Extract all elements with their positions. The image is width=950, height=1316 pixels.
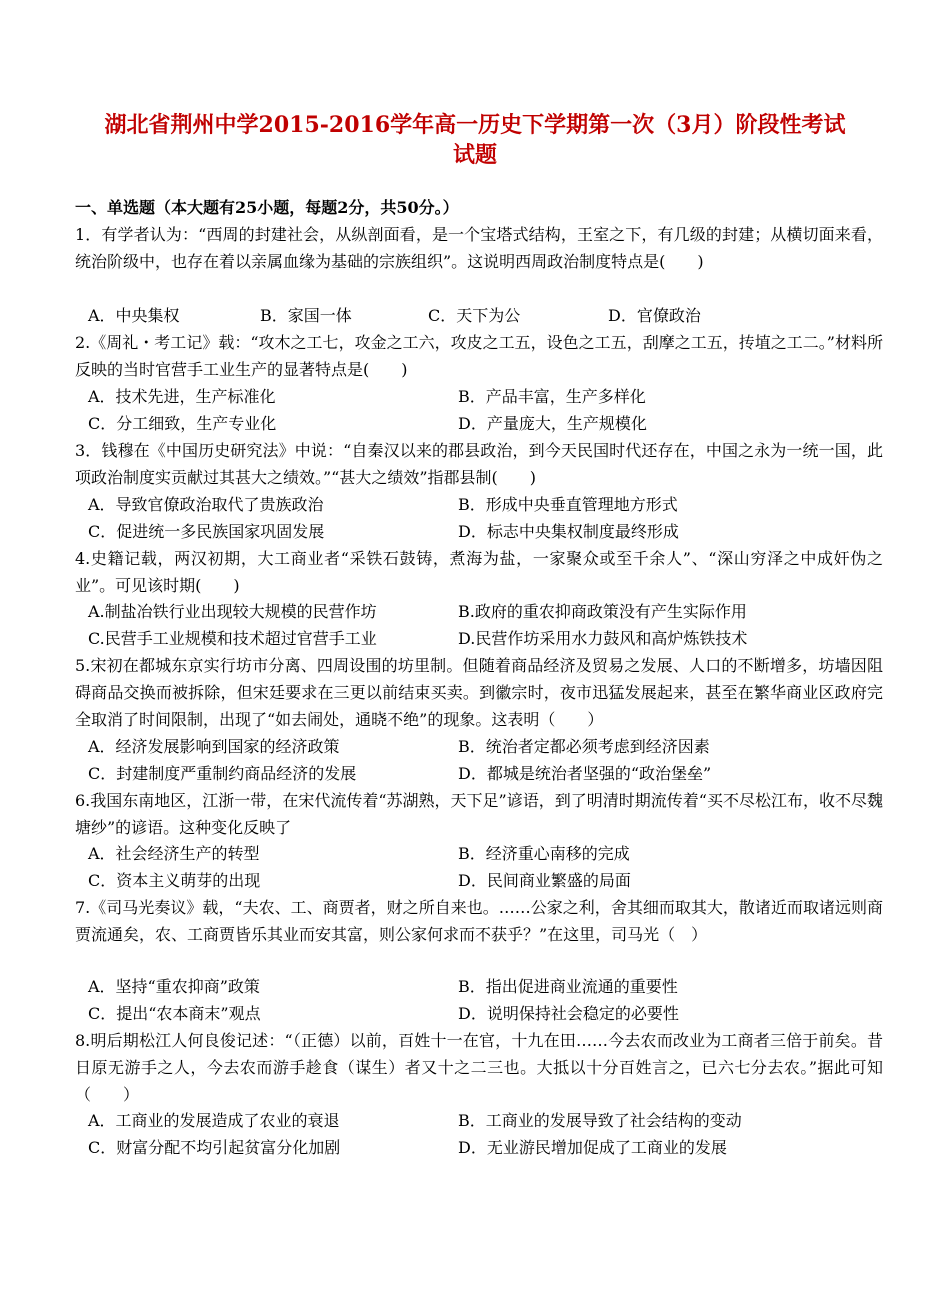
question-3-options	[88, 491, 888, 545]
question-3-stem: 3．钱穆在《中国历史研究法》中说：“自秦汉以来的郡县政治，到今天民国时代还存在，中国之永为一统一国，此项政治制度实贡献过其甚大之绩效。”“甚大之绩效”指郡县制( )	[75, 441, 883, 487]
option-b: B．产品丰富，生产多样化	[458, 387, 646, 406]
question-8-stem: 8.明后期松江人何良俊记述：“（正德）以前，百姓十一在官，十九在田……今去农而改业为工商者三倍于前矣。昔日原无游手之人，今去农而游手趁食（谋生）者又十之二三也。大抵以十分百姓言之，已六七分去农。”据此可知（ ）	[75, 1031, 883, 1104]
option-b: B．工商业的发展导致了社会结构的变动	[458, 1111, 742, 1130]
option-c: C．分工细致，生产专业化	[88, 414, 277, 433]
option-d: D.民营作坊采用水力鼓风和高炉炼铁技术	[458, 629, 748, 648]
option-c: C．财富分配不均引起贫富分化加剧	[88, 1138, 341, 1157]
option-d: D．无业游民增加促成了工商业的发展	[458, 1138, 727, 1157]
option-d: D．标志中央集权制度最终形成	[458, 522, 679, 541]
option-b: B．指出促进商业流通的重要性	[458, 977, 678, 996]
exam-title-line1: 湖北省荆州中学2015-2016学年高一历史下学期第一次（3月）阶段性考试	[104, 112, 846, 138]
question-8-options	[88, 1107, 888, 1161]
option-b: B．形成中央垂直管理地方形式	[458, 495, 678, 514]
question-6-options	[88, 840, 888, 894]
question-7-stem: 7.《司马光奏议》载，“夫农、工、商贾者，财之所自来也。……公家之利，舍其细而取其大，散诸近而取诸远则商贾流通矣，农、工商贾皆乐其业而安其富，则公家何求而不获乎？”在这里，司马光（ ）	[75, 898, 883, 944]
option-c: C．资本主义萌芽的出现	[88, 871, 261, 890]
question-4-options	[88, 598, 888, 652]
option-d: D．官僚政治	[608, 306, 701, 325]
option-d: D．产量庞大，生产规模化	[458, 414, 647, 433]
option-b: B．经济重心南移的完成	[458, 844, 630, 863]
option-a: A．坚持“重农抑商”政策	[88, 977, 260, 996]
option-a: A．技术先进，生产标准化	[88, 387, 276, 406]
option-c: C．封建制度严重制约商品经济的发展	[88, 764, 357, 783]
question-1-stem: 1．有学者认为：“西周的封建社会，从纵剖面看，是一个宝塔式结构，王室之下，有几级的封建；从横切面来看，统治阶级中，也存在着以亲属血缘为基础的宗族组织”。这说明西周政治制度特点是( )	[75, 225, 883, 271]
question-7-options	[88, 973, 888, 1027]
option-d: D．民间商业繁盛的局面	[458, 871, 631, 890]
exam-title-line2: 试题	[452, 142, 497, 168]
question-6-stem: 6.我国东南地区，江浙一带，在宋代流传着“苏湖熟，天下足”谚语，到了明清时期流传着“买不尽松江布，收不尽魏塘纱”的谚语。这种变化反映了	[75, 791, 883, 837]
option-d: D．说明保持社会稳定的必要性	[458, 1004, 679, 1023]
section-heading: 一、单选题（本大题有25小题，每题2分，共50分。）	[75, 198, 459, 217]
option-a: A．中央集权	[88, 306, 180, 325]
option-a: A．工商业的发展造成了农业的衰退	[88, 1111, 340, 1130]
option-c: C.民营手工业规模和技术超过官营手工业	[88, 629, 377, 648]
option-b: B.政府的重农抑商政策没有产生实际作用	[458, 602, 747, 621]
question-5-options	[88, 733, 888, 787]
option-b: B．统治者定都必须考虑到经济因素	[458, 737, 710, 756]
option-a: A．经济发展影响到国家的经济政策	[88, 737, 340, 756]
option-a: A．导致官僚政治取代了贵族政治	[88, 495, 324, 514]
option-c: C．提出“农本商末”观点	[88, 1004, 261, 1023]
question-2-stem: 2.《周礼・考工记》载：“攻木之工七，攻金之工六，攻皮之工五，设色之工五，刮摩之工五，抟埴之工二。”材料所反映的当时官营手工业生产的显著特点是( )	[75, 333, 883, 379]
question-1-options	[88, 302, 888, 329]
option-c: C．天下为公	[428, 306, 521, 325]
option-c: C．促进统一多民族国家巩固发展	[88, 522, 325, 541]
question-5-stem: 5.宋初在都城东京实行坊市分离、四周设围的坊里制。但随着商品经济及贸易之发展、人口的不断增多，坊墙因阻碍商品交换而被拆除，但宋廷要求在三更以前结束买卖。到徽宗时，夜市迅猛发展起来，甚至在繁华商业区政府完全取消了时间限制，出现了“如去闹处，通晓不绝”的现象。这表明（ ）	[75, 656, 883, 729]
option-b: B．家国一体	[260, 306, 352, 325]
option-d: D．都城是统治者坚强的“政治堡垒”	[458, 764, 712, 783]
question-2-options	[88, 383, 888, 437]
question-4-stem: 4.史籍记载，两汉初期，大工商业者“采铁石鼓铸，煮海为盐，一家聚众或至千余人”、“深山穷泽之中成奸伪之业”。可见该时期( )	[75, 549, 883, 595]
option-a: A．社会经济生产的转型	[88, 844, 260, 863]
option-a: A.制盐冶铁行业出现较大规模的民营作坊	[88, 602, 377, 621]
